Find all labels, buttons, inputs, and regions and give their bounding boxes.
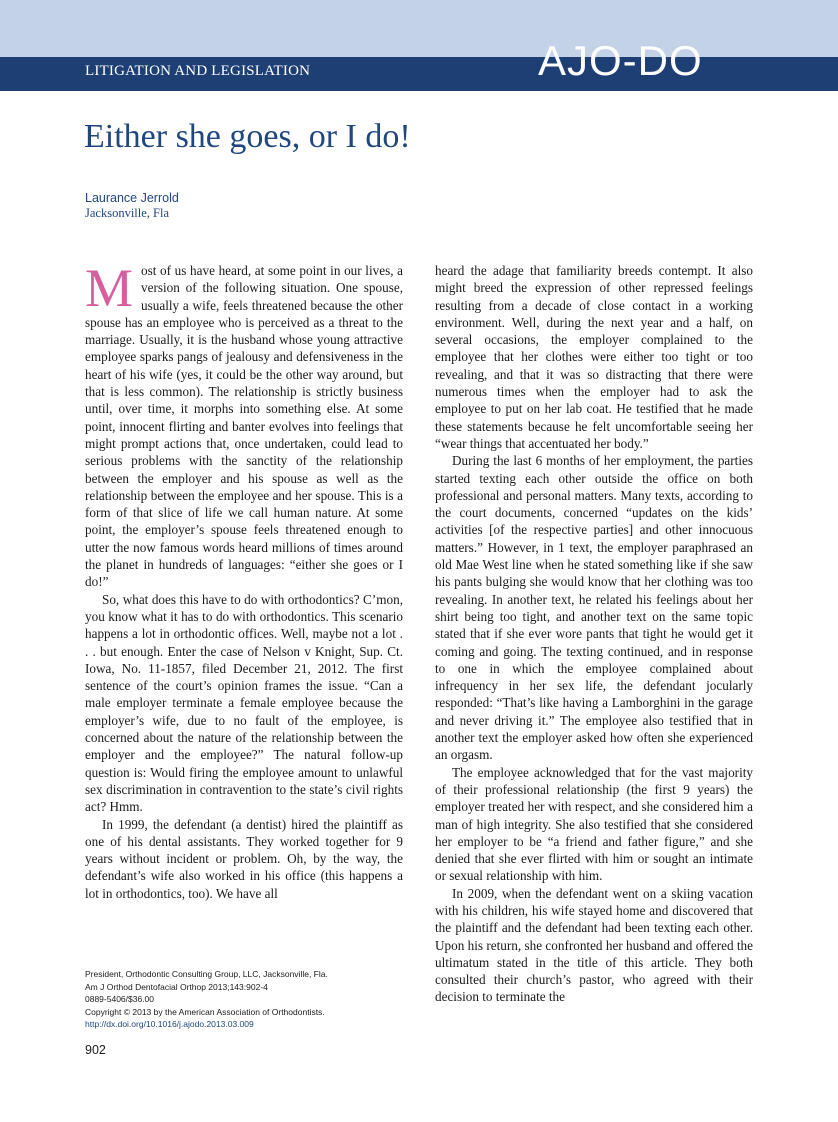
footnote-citation: Am J Orthod Dentofacial Orthop 2013;143:902-4 bbox=[85, 981, 268, 992]
author-affiliation: Jacksonville, Fla bbox=[85, 206, 170, 220]
page-number: 902 bbox=[85, 1043, 106, 1057]
article-title: Either she goes, or I do! bbox=[84, 118, 411, 155]
footnote-copyright: Copyright © 2013 by the American Association of Orthodontists. bbox=[85, 1006, 325, 1017]
paragraph: The employee acknowledged that for the vast majority of their professional relationship (the first 9 years) the employer treated her with respect, and she considered him a man of high integrity. She also testified that she considered her employer to be “a friend and father figure,” and she denied that she ever flirted with him or sought an intimate or sexual relationship with him. bbox=[435, 764, 753, 884]
paragraph: In 2009, when the defendant went on a skiing vacation with his children, his wife stayed home and discovered that the plaintiff and the defendant had been texting each other. Upon his return, she confronted her husband and offered the ultimatum stated in the title of this article. They both consulted their church’s pastor, who agreed with their decision to terminate the bbox=[435, 885, 753, 1005]
paragraph: So, what does this have to do with orthodontics? C’mon, you know what it has to do with orthodontics. This scenario happens a lot in orthodontic offices. Well, maybe not a lot . . . but enough. Enter the case of Nelson v Knight, Sup. Ct. Iowa, No. 11-1857, filed December 21, 2012. The first sentence of the court’s opinion frames the issue. “Can a male employer terminate a female employee because the employer’s wife, due to no fault of the employee, is concerned about the nature of the relationship between the employer and the employee?” The natural follow-up question is: Would firing the employee amount to unlawful sex discrimination in contravention to the state’s civil rights act? Hmm. bbox=[85, 591, 403, 815]
footnote-affiliation: President, Orthodontic Consulting Group, LLC, Jacksonville, Fla. bbox=[85, 969, 328, 979]
paragraph: During the last 6 months of her employment, the parties started texting each other outside the office on both professional and personal matters. Many texts, according to the court documents, concerned “updates on the kids’ activities [of the respective parties] and other innocuous matters.” However, in 1 text, the employer paraphrased an old Mae West line when he stated something like if she saw his pants bulging she would know that her clothing was too revealing. In another text, he related his feelings about her shirt being too tight, and another text on the same topic stated that if she ever wore pants that tight he would get it coming and going. The texting continued, and in response to one in which the employee complained about infrequency in her sex life, the defendant jocularly responded: “That’s like having a Lamborghini in the garage and never driving it.” The employee also testified that in another text the employer asked how often she experienced an orgasm. bbox=[435, 453, 753, 763]
header-band bbox=[0, 0, 838, 57]
paragraph: heard the adage that familiarity breeds contempt. It also might breed the expression of other repressed feelings resulting from a decade of close contact in a working environment. Well, during the next year and a half, on several occasions, the employer complained to the employee that her clothes were either too tight or too revealing, and that it was so distracting that there were numerous times when the employer had to ask the employee to put on her lab coat. He testified that he made these statements because he felt uncomfortable seeing her “wear things that accentuated her body.” bbox=[435, 263, 753, 451]
body-column-right bbox=[435, 262, 753, 1006]
footnote-issn: 0889-5406/$36.00 bbox=[85, 994, 155, 1004]
author-name: Laurance Jerrold bbox=[85, 191, 179, 205]
paragraph-text: ost of us have heard, at some point in our lives, a version of the following situation. One spouse, usually a wife, feels threatened because the other spouse has an employee who is perceived as a threat to the marriage. Usually, it is the husband whose young attractive employee sparks pangs of jealousy and defensiveness in the heart of his wife (yes, it could be the other way around, but that is less common). The relationship is strictly business until, over time, it morphs into something else. At some point, innocent flirting and banter evolves into feelings that might prompt actions that, once undertaken, could lead to serious problems with the sanctity of the relationship between the employer and his spouse as well as the relationship between the employee and her spouse. This is a form of that slice of life we call human nature. At some point, the employer’s spouse feels threatened enough to utter the now famous words heard millions of times around the planet in hundreds of languages: “either she goes or I do!” bbox=[85, 263, 403, 590]
body-column-left bbox=[85, 258, 403, 902]
article-footnote bbox=[85, 968, 415, 1031]
doi-link[interactable]: http://dx.doi.org/10.1016/j.ajodo.2013.03.009 bbox=[85, 1019, 254, 1029]
drop-cap: M bbox=[85, 258, 134, 318]
paragraph: In 1999, the defendant (a dentist) hired the plaintiff as one of his dental assistants. They worked together for 9 years without incident or problem. Oh, by the way, the defendant’s wife also worked in his office (this happens a lot in orthodontics, too). We have all bbox=[85, 816, 403, 901]
section-label: LITIGATION AND LEGISLATION bbox=[85, 63, 311, 79]
journal-logo: AJO-DO bbox=[538, 37, 703, 84]
paragraph bbox=[85, 258, 403, 591]
